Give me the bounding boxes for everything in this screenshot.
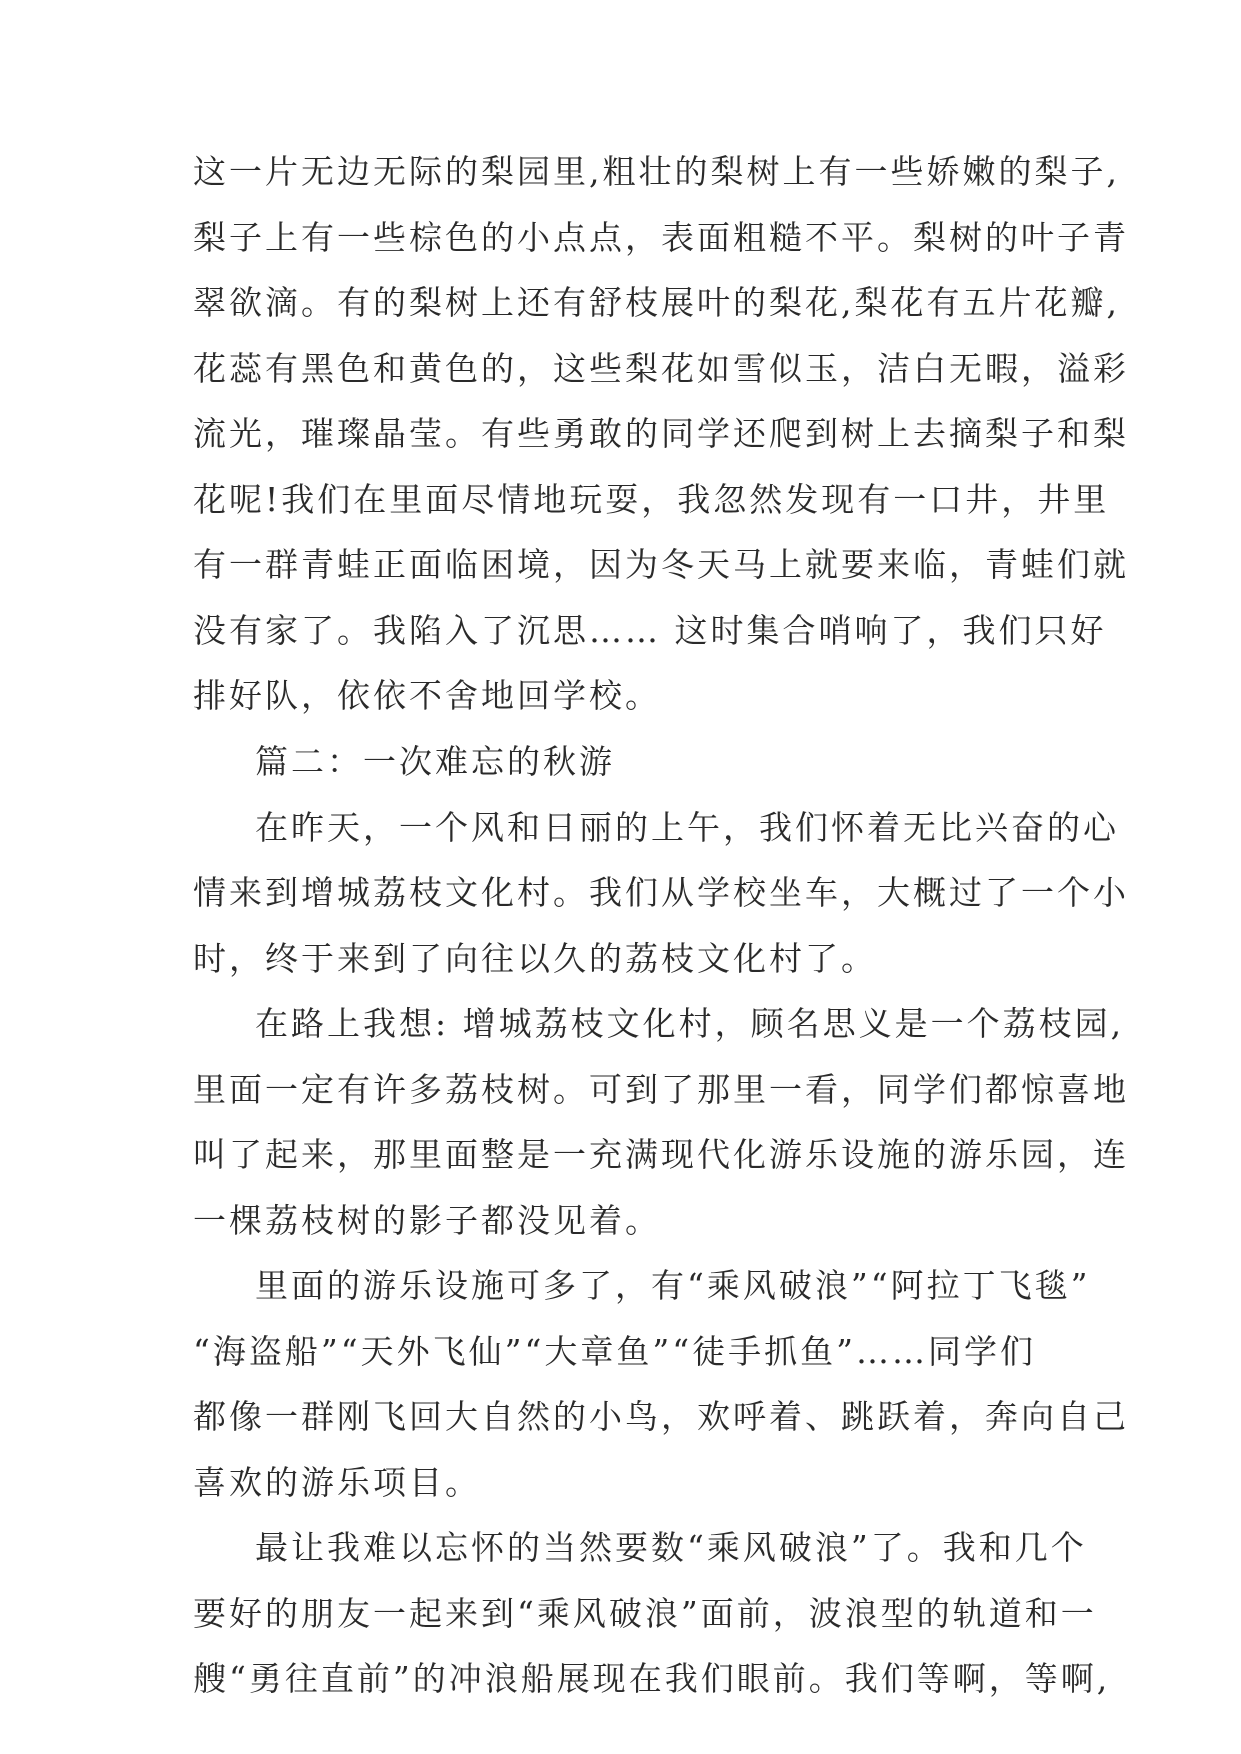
text-line: 里面一定有许多荔枝树。可到了那里一看，同学们都惊喜地: [193, 1070, 1129, 1109]
text-line: 流光，璀璨晶莹。有些勇敢的同学还爬到树上去摘梨子和梨: [193, 414, 1129, 453]
text-line: 花呢!我们在里面尽情地玩耍，我忽然发现有一口井，井里: [193, 480, 1110, 519]
text-line: “海盗船”“天外飞仙”“大章鱼”“徒手抓鱼”……同学们: [193, 1332, 1036, 1371]
text-line: 喜欢的游乐项目。: [193, 1463, 481, 1502]
text-line: 排好队，依依不舍地回学校。: [193, 676, 661, 715]
text-line: 这一片无边无际的梨园里,粗壮的梨树上有一些娇嫩的梨子,: [193, 152, 1120, 191]
text-line: 时，终于来到了向往以久的荔枝文化村了。: [193, 939, 877, 978]
text-line: 都像一群刚飞回大自然的小鸟，欢呼着、跳跃着，奔向自己: [193, 1397, 1129, 1436]
text-line: 没有家了。我陷入了沉思…… 这时集合哨响了，我们只好: [193, 611, 1107, 650]
paragraph-start: 在昨天，一个风和日丽的上午，我们怀着无比兴奋的心: [255, 808, 1119, 847]
text-line: 翠欲滴。有的梨树上还有舒枝展叶的梨花,梨花有五片花瓣,: [193, 283, 1120, 322]
section-title: 篇二：一次难忘的秋游: [255, 742, 615, 781]
text-line: 要好的朋友一起来到“乘风破浪”面前，波浪型的轨道和一: [193, 1594, 1097, 1633]
text-line: 梨子上有一些棕色的小点点，表面粗糙不平。梨树的叶子青: [193, 218, 1129, 257]
paragraph-start: 最让我难以忘怀的当然要数“乘风破浪”了。我和几个: [255, 1528, 1087, 1567]
paragraph-start: 里面的游乐设施可多了，有“乘风破浪”“阿拉丁飞毯”: [255, 1266, 1091, 1305]
text-line: 一棵荔枝树的影子都没见着。: [193, 1201, 661, 1240]
text-line: 情来到增城荔枝文化村。我们从学校坐车，大概过了一个小: [193, 873, 1129, 912]
text-line: 花蕊有黑色和黄色的，这些梨花如雪似玉，洁白无暇，溢彩: [193, 349, 1129, 388]
text-line: 艘“勇往直前”的冲浪船展现在我们眼前。我们等啊，等啊,: [193, 1659, 1111, 1698]
paragraph-start: 在路上我想: 增城荔枝文化村，顾名思义是一个荔枝园,: [255, 1004, 1125, 1043]
text-line: 有一群青蛙正面临困境，因为冬天马上就要来临，青蛙们就: [193, 545, 1129, 584]
text-line: 叫了起来，那里面整是一充满现代化游乐设施的游乐园，连: [193, 1135, 1129, 1174]
